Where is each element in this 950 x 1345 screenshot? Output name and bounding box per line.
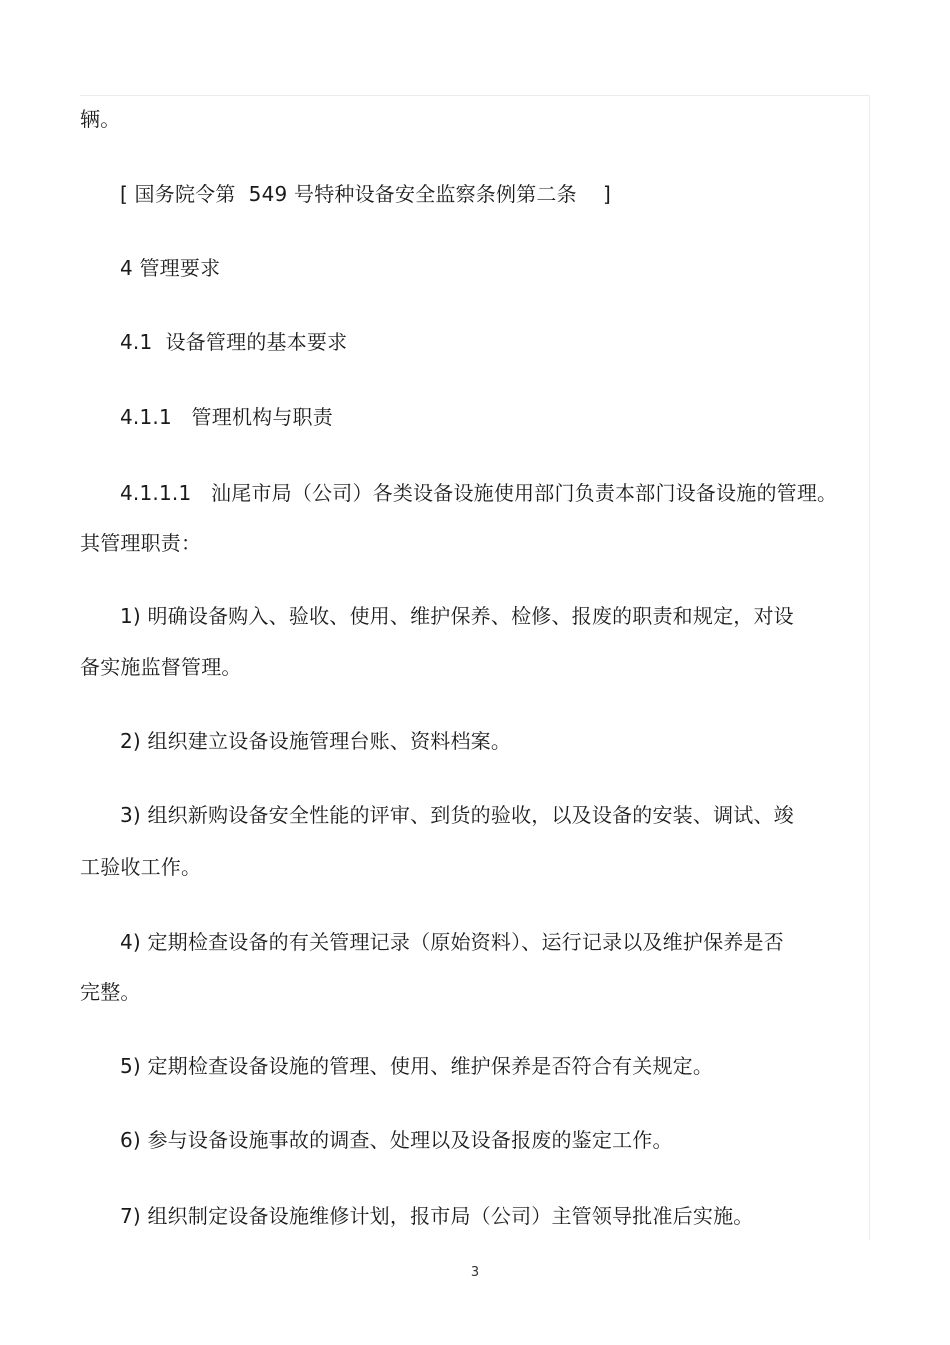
list-item-4-line-2: 完整。 — [80, 980, 141, 1004]
paragraph-4-1-1-1-line-1: 4.1.1.1 汕尾市局（公司）各类设备设施使用部门负责本部门设备设施的管理。 — [120, 481, 838, 505]
page-frame-right-border — [869, 95, 870, 1240]
list-item-2: 2) 组织建立设备设施管理台账、资料档案。 — [120, 729, 512, 753]
regulation-reference: [ 国务院令第 549 号特种设备安全监察条例第二条 ] — [120, 182, 612, 206]
section-heading-4-1-1: 4.1.1 管理机构与职责 — [120, 405, 333, 429]
list-item-3-line-1: 3) 组织新购设备安全性能的评审、到货的验收，以及设备的安装、调试、竣 — [120, 803, 794, 827]
paragraph-4-1-1-1-line-2: 其管理职责： — [80, 531, 202, 555]
text-line-continuation: 辆。 — [80, 107, 121, 131]
list-item-1-line-1: 1) 明确设备购入、验收、使用、维护保养、检修、报废的职责和规定，对设 — [120, 604, 794, 628]
list-item-7: 7) 组织制定设备设施维修计划，报市局（公司）主管领导批准后实施。 — [120, 1204, 754, 1228]
section-heading-4: 4 管理要求 — [120, 256, 221, 280]
list-item-6: 6) 参与设备设施事故的调查、处理以及设备报废的鉴定工作。 — [120, 1128, 673, 1152]
section-heading-4-1: 4.1 设备管理的基本要求 — [120, 330, 348, 354]
list-item-1-line-2: 备实施监督管理。 — [80, 655, 242, 679]
page-frame-top-border — [80, 95, 870, 96]
page-number: 3 — [470, 1265, 480, 1280]
list-item-3-line-2: 工验收工作。 — [80, 855, 202, 879]
list-item-4-line-1: 4) 定期检查设备的有关管理记录（原始资料）、运行记录以及维护保养是否 — [120, 930, 784, 954]
list-item-5: 5) 定期检查设备设施的管理、使用、维护保养是否符合有关规定。 — [120, 1054, 714, 1078]
